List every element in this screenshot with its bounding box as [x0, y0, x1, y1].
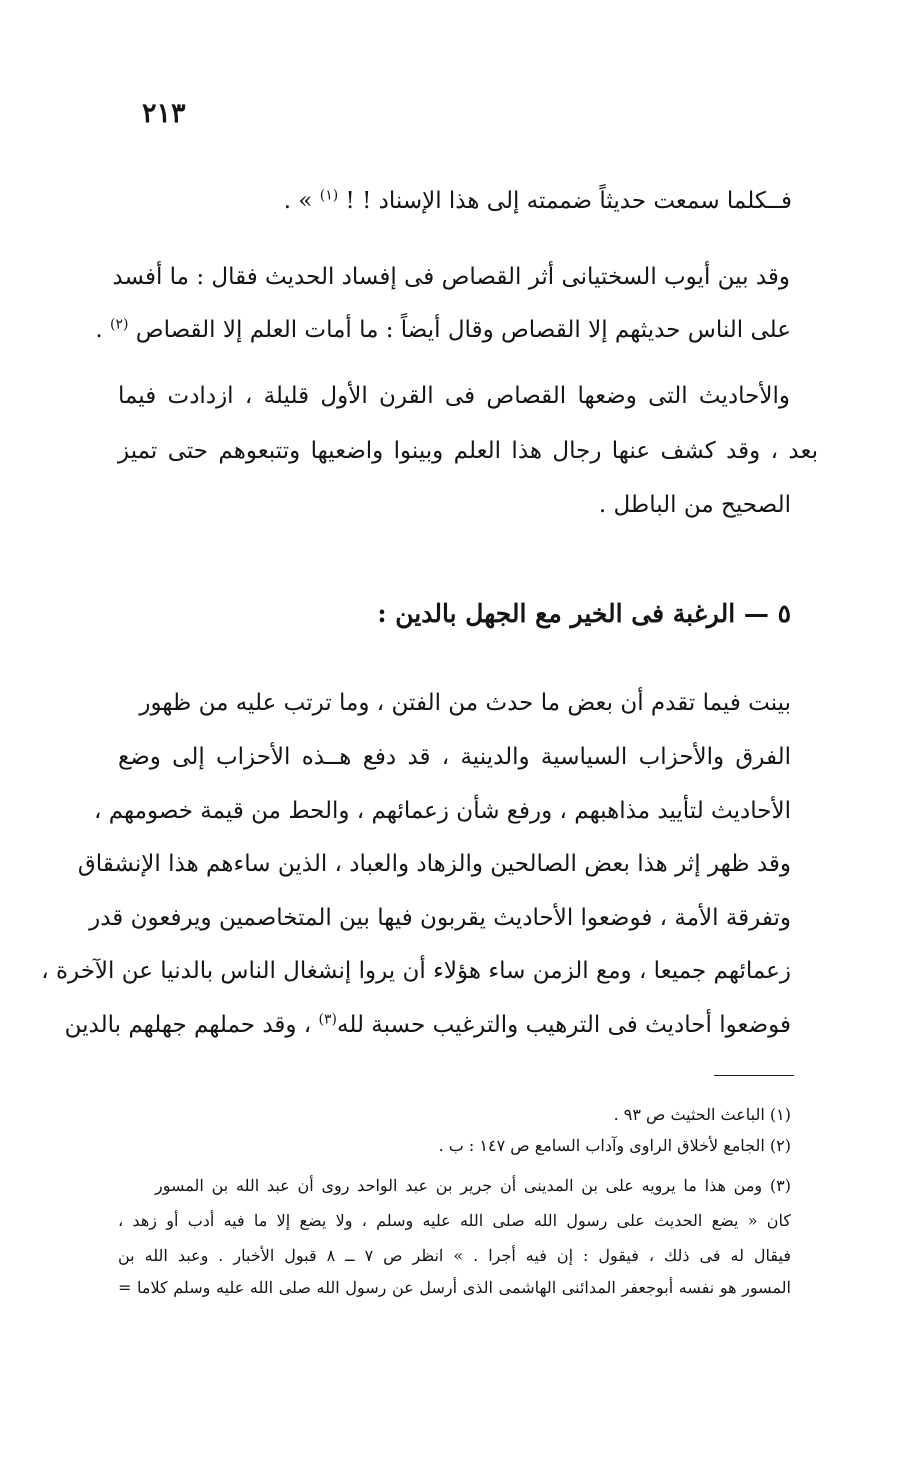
paragraph-2-end: .: [95, 317, 103, 343]
paragraph-4-line-7: [64, 1010, 791, 1040]
paragraph-3-line-1: والأحاديث التى وضعها القصاص فى القرن الأول قليلة ، ازدادت فيما: [118, 383, 790, 409]
paragraph-1-line-1: [172, 186, 792, 216]
section-heading: ٥ — الرغبة فى الخير مع الجهل بالدين :: [377, 599, 791, 628]
paragraph-4-line-6: زعمائهم جميعا ، ومع الزمن ساء هؤلاء أن يروا إنشغال الناس بالدنيا عن الآخرة ،: [41, 958, 791, 984]
footnote-1: (١) الباعث الحثيث ص ٩٣ .: [613, 1105, 791, 1124]
footnote-ref-1: (١): [319, 187, 339, 204]
paragraph-4-line-1: بينت فيما تقدم أن بعض ما حدث من الفتن ، وما ترتب عليه من ظهور: [139, 690, 791, 716]
footnote-3-line-1: (٣) ومن هذا ما يرويه على بن المدينى أن جرير بن عبد الواحد روى أن عبد الله بن المسور: [155, 1176, 791, 1195]
footnote-ref-2: (٢): [109, 316, 129, 333]
paragraph-4-line-5: وتفرقة الأمة ، فوضعوا الأحاديث يقربون فيها بين المتخاصمين ويرفعون قدر: [89, 905, 791, 931]
footnote-2: (٢) الجامع لأخلاق الراوى وآداب السامع ص ١٤٧ : ب .: [438, 1136, 791, 1155]
paragraph-3-line-3: الصحيح من الباطل .: [598, 492, 791, 518]
paragraph-3-line-2: بعد ، وقد كشف عنها رجال هذا العلم وبينوا واضعيها وتتبعوهم حتى تميز: [118, 438, 818, 464]
paragraph-4-line-7-end: ، وقد حملهم جهلهم بالدين: [64, 1012, 312, 1038]
paragraph-4-line-7-start: فوضعوا أحاديث فى الترهيب والترغيب حسبة لله: [337, 1012, 791, 1038]
paragraph-4-line-3: الأحاديث لتأييد مذاهبهم ، ورفع شأن زعمائهم ، والحط من قيمة خصومهم ،: [93, 798, 791, 824]
footnote-separator: [714, 1075, 794, 1076]
paragraph-2-text: على الناس حديثهم إلا القصاص وقال أيضاً : ما أمات العلم إلا القصاص: [135, 317, 791, 343]
paragraph-2-line-1: وقد بين أيوب السختيانى أثر القصاص فى إفساد الحديث فقال : ما أفسد: [112, 264, 790, 290]
paragraph-2-line-2: [95, 315, 791, 345]
page-number: ٢١٣: [142, 98, 186, 129]
paragraph-1-text: فــكلما سمعت حديثاً ضممته إلى هذا الإسناد ! !: [345, 188, 792, 214]
footnote-3-line-2: كان « يضع الحديث على رسول الله صلى الله عليه وسلم ، ولا يضع إلا ما فيه أدب أو زهد ،: [118, 1211, 791, 1230]
footnote-ref-3: (٣): [318, 1011, 338, 1028]
paragraph-4-line-2: الفرق والأحزاب السياسية والدينية ، قد دفع هــذه الأحزاب إلى وضع: [118, 744, 791, 770]
footnote-3-line-4: المسور هو نفسه أبوجعفر المدائنى الهاشمى الذى أرسل عن رسول الله صلى الله عليه وسلم كلاما =: [118, 1278, 791, 1297]
paragraph-1-end: » .: [283, 188, 313, 214]
paragraph-4-line-4: وقد ظهر إثر هذا بعض الصالحين والزهاد والعباد ، الذين ساءهم هذا الإنشقاق: [77, 851, 791, 877]
footnote-3-line-3: فيقال له فى ذلك ، فيقول : إن فيه أجرا . » انظر ص ٧ ــ ٨ قبول الأخبار . وعبد الله بن: [118, 1246, 791, 1265]
